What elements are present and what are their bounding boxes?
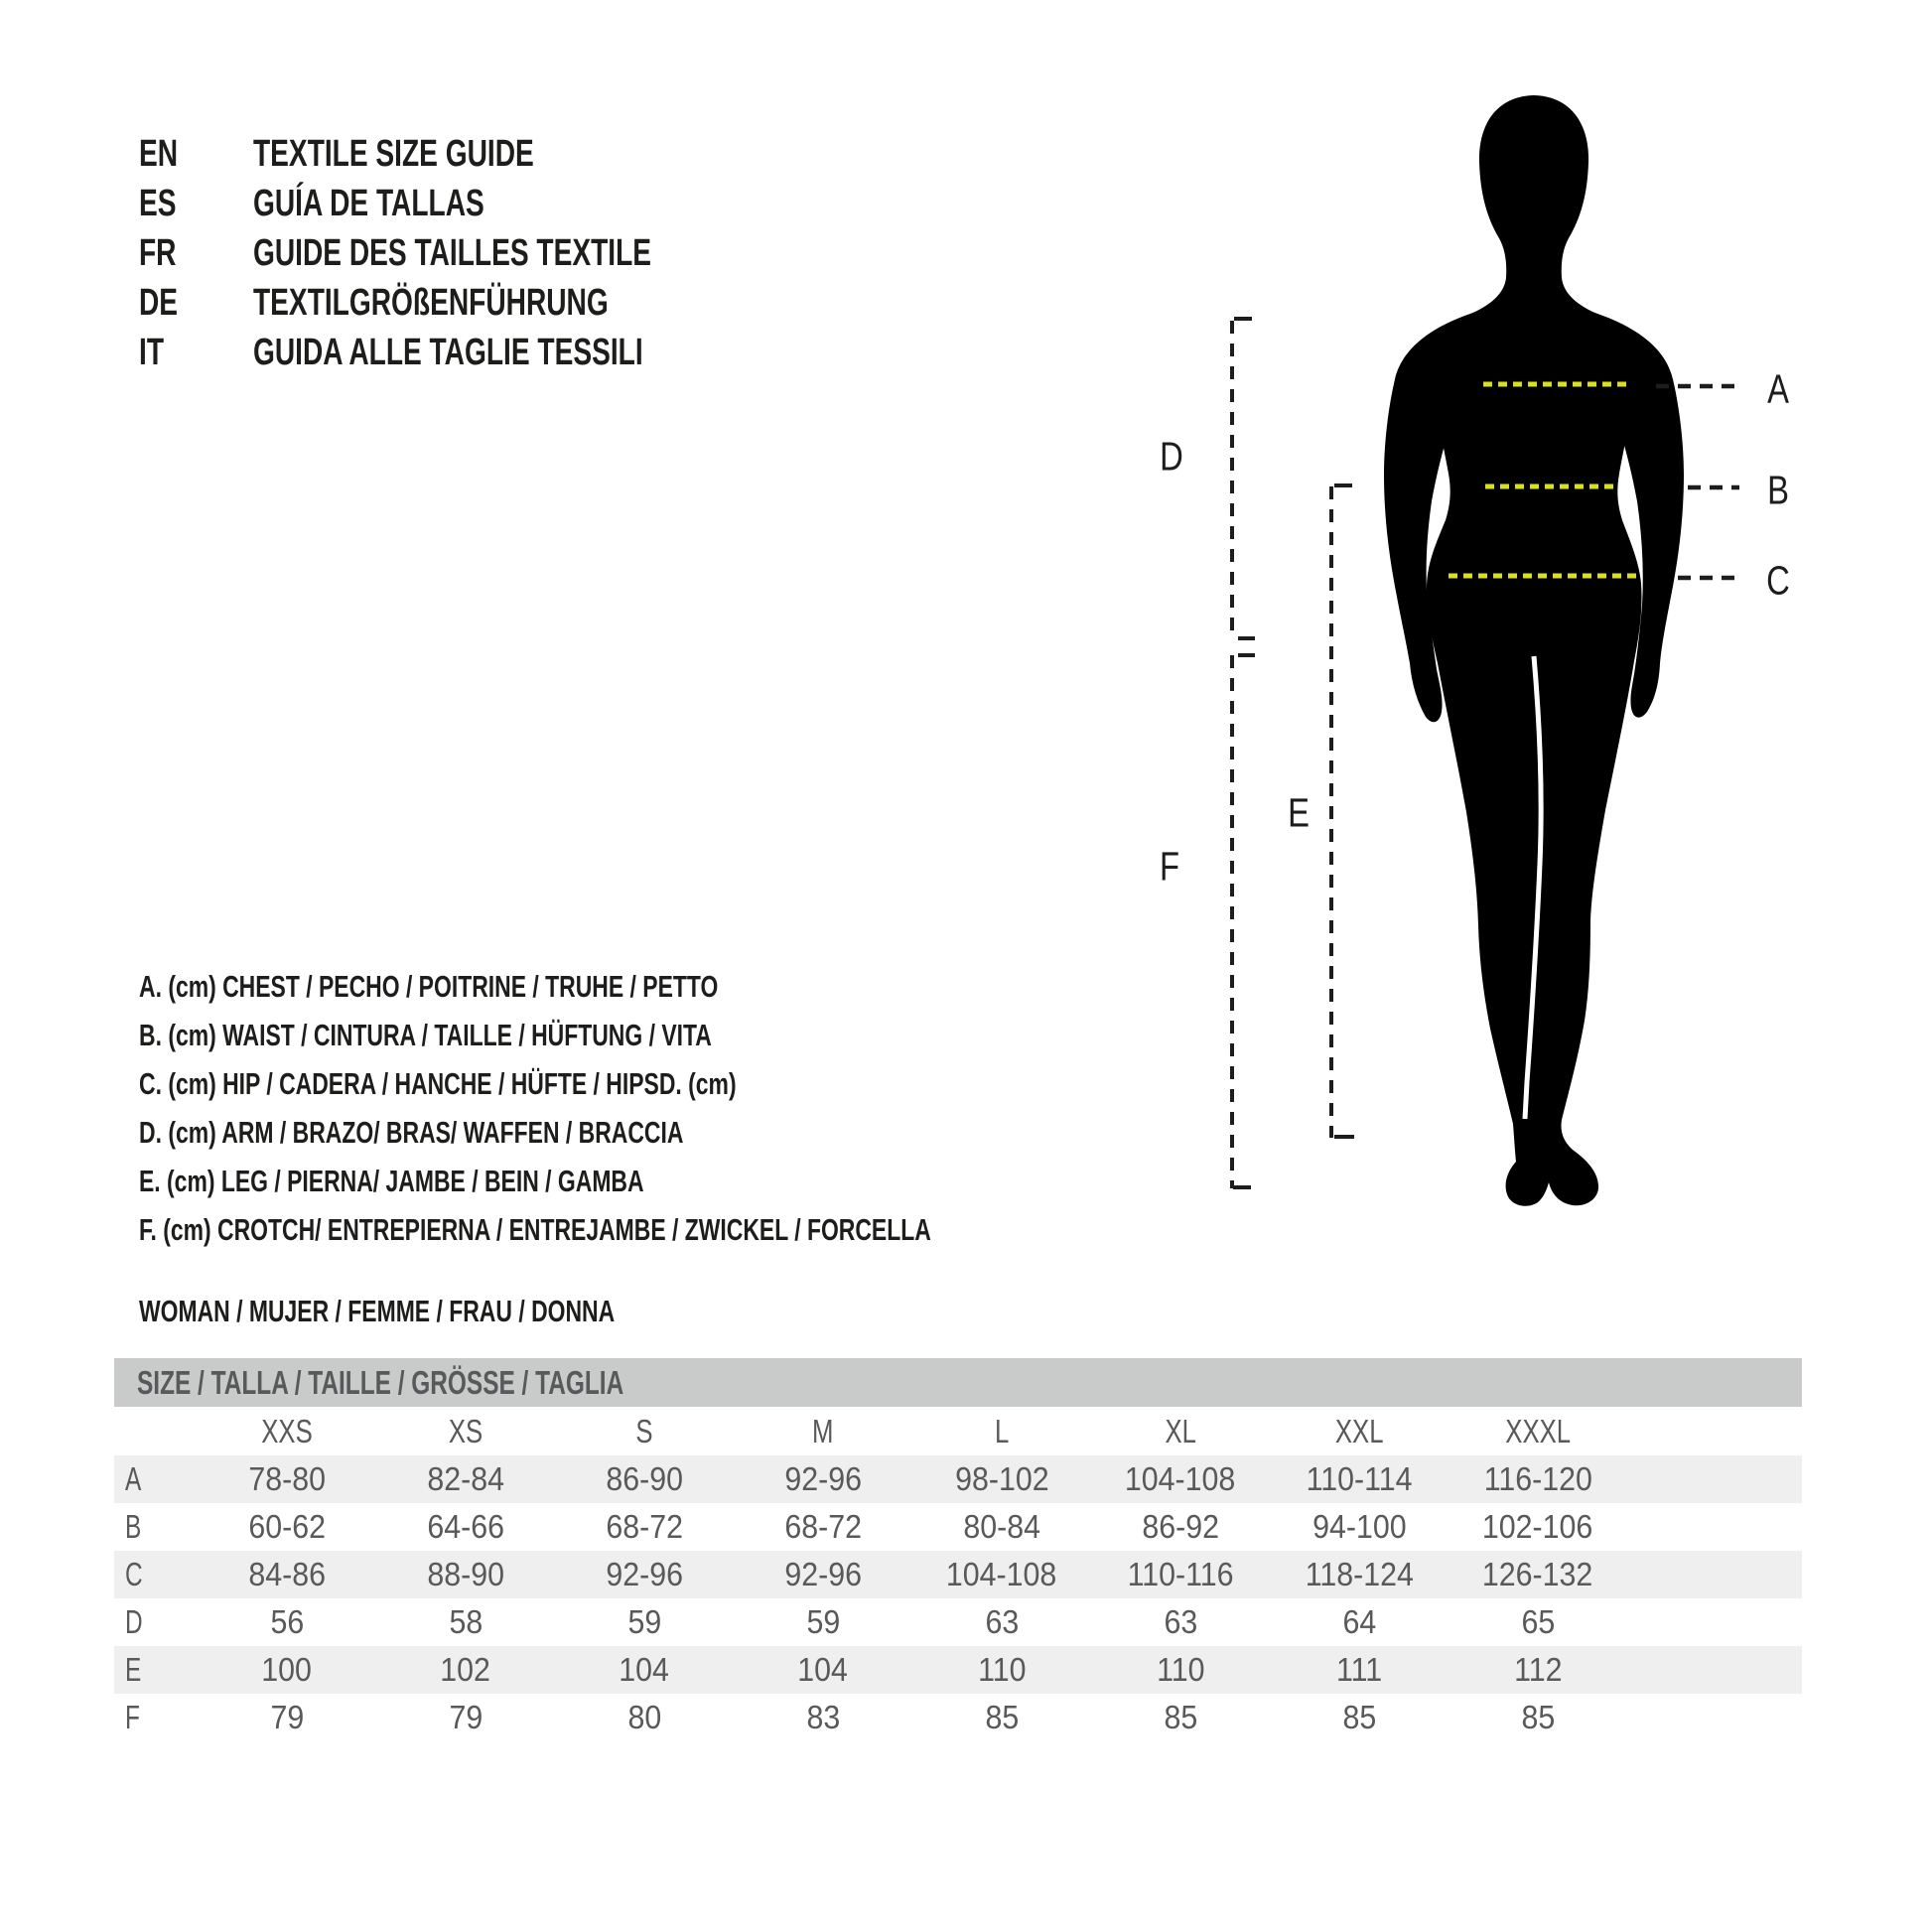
table-cell: [1091, 1699, 1270, 1736]
table-cell: [734, 1460, 912, 1498]
cell-value: 58: [449, 1603, 483, 1640]
body-measurement-diagram: [1092, 60, 1932, 1301]
cell-value: 56: [270, 1603, 304, 1640]
row-label-text: F: [125, 1699, 140, 1735]
row-label-text: E: [125, 1651, 142, 1688]
measure-item-text: E. (cm) LEG / PIERNA/ JAMBE / BEIN / GAMBA: [139, 1163, 644, 1198]
measure-item-text: B. (cm) WAIST / CINTURA / TAILLE / HÜFTUNG / VITA: [139, 1017, 712, 1052]
measure-item: [139, 1059, 1209, 1108]
cell-value: 85: [985, 1699, 1019, 1735]
language-code: [139, 133, 253, 176]
cell-value: 92-96: [606, 1556, 683, 1592]
table-cell: [912, 1508, 1091, 1546]
row-label-text: C: [125, 1556, 143, 1592]
guide-title: GUIDA ALLE TAGLIE TESSILI: [253, 331, 643, 373]
table-cell: [376, 1460, 555, 1498]
cell-value: 112: [1513, 1651, 1563, 1688]
guide-title: TEXTILE SIZE GUIDE: [253, 132, 534, 175]
cell-value: 86-92: [1142, 1508, 1219, 1545]
cell-value: 104-108: [946, 1556, 1057, 1592]
measure-item: [139, 1011, 1209, 1059]
cell-value: 83: [806, 1699, 840, 1735]
cell-value: 111: [1335, 1651, 1383, 1688]
table-cell: [198, 1651, 376, 1689]
table-cell: [912, 1460, 1091, 1498]
cell-value: 102: [440, 1651, 491, 1688]
measure-item: [139, 962, 1209, 1011]
size-table-sizes-row: [114, 1407, 1802, 1455]
row-label-text: A: [125, 1460, 142, 1497]
cell-value: 85: [1521, 1699, 1555, 1735]
cell-value: 110-114: [1306, 1460, 1413, 1497]
table-cell: [734, 1508, 912, 1546]
cell-value: 126-132: [1482, 1556, 1593, 1592]
table-cell: [1449, 1460, 1627, 1498]
cell-value: 63: [985, 1603, 1019, 1640]
cell-value: 59: [806, 1603, 840, 1640]
table-cell: [912, 1603, 1091, 1641]
table-cell: [734, 1699, 912, 1736]
size-col-header-text: XL: [1165, 1412, 1196, 1449]
table-cell: [198, 1603, 376, 1641]
hip-label: C: [1766, 556, 1790, 604]
waist-label: B: [1767, 466, 1789, 513]
table-cell: [1449, 1651, 1627, 1689]
table-cell: [1091, 1556, 1270, 1593]
table-cell: [1270, 1603, 1449, 1641]
language-row: [139, 228, 791, 278]
size-col-header-text: L: [994, 1412, 1010, 1449]
section-title: [139, 1287, 782, 1335]
table-cell: [198, 1460, 376, 1498]
language-code-text: DE: [139, 281, 179, 324]
size-col-header: [1449, 1413, 1627, 1450]
table-row: [114, 1694, 1802, 1741]
row-label: [114, 1508, 198, 1546]
cell-value: 85: [1342, 1699, 1376, 1735]
size-col-header: [734, 1413, 912, 1450]
cell-value: 82-84: [427, 1460, 504, 1497]
cell-value: 68-72: [784, 1508, 862, 1545]
table-cell: [376, 1603, 555, 1641]
woman-silhouette: [1409, 95, 1659, 1206]
measure-item: [139, 1108, 1209, 1157]
size-col-header-text: S: [635, 1412, 653, 1449]
cell-value: 84-86: [248, 1556, 326, 1592]
table-cell: [734, 1603, 912, 1641]
row-label: [114, 1556, 198, 1593]
table-cell: [198, 1556, 376, 1593]
table-cell: [1449, 1556, 1627, 1593]
size-col-header-text: XXXL: [1505, 1412, 1571, 1449]
language-code: [139, 282, 253, 325]
measure-item-text: A. (cm) CHEST / PECHO / POITRINE / TRUHE / PETTO: [139, 968, 719, 1004]
guide-title: GUÍA DE TALLAS: [253, 182, 484, 224]
table-cell: [1270, 1651, 1449, 1689]
size-col-header-text: XS: [448, 1412, 483, 1449]
table-cell: [734, 1556, 912, 1593]
cell-value: 92-96: [784, 1460, 862, 1497]
table-row: [114, 1598, 1802, 1646]
table-cell: [1270, 1460, 1449, 1498]
cell-value: 60-62: [248, 1508, 326, 1545]
table-cell: [555, 1699, 734, 1736]
cell-value: 110-116: [1127, 1556, 1234, 1592]
cell-value: 85: [1164, 1699, 1197, 1735]
size-col-header: [1270, 1413, 1449, 1450]
cell-value: 78-80: [248, 1460, 326, 1497]
cell-value: 88-90: [427, 1556, 504, 1592]
size-table-header-band: [114, 1358, 1802, 1407]
language-code: [139, 332, 253, 374]
cell-value: 100: [261, 1651, 313, 1688]
table-row: [114, 1646, 1802, 1694]
language-code: [139, 232, 253, 275]
cell-value: 64-66: [427, 1508, 504, 1545]
size-table: [114, 1358, 1802, 1741]
row-label-text: D: [125, 1603, 143, 1640]
size-col-header: [912, 1413, 1091, 1450]
table-cell: [912, 1699, 1091, 1736]
language-code-text: ES: [139, 182, 177, 224]
cell-value: 104: [619, 1651, 670, 1688]
arm-label: D: [1160, 432, 1183, 480]
row-label: [114, 1603, 198, 1641]
cell-value: 86-90: [606, 1460, 683, 1497]
table-cell: [555, 1651, 734, 1689]
table-cell: [1270, 1508, 1449, 1546]
table-cell: [376, 1651, 555, 1689]
language-code-text: FR: [139, 231, 177, 274]
table-row: [114, 1551, 1802, 1598]
table-cell: [1091, 1651, 1270, 1689]
cell-value: 65: [1521, 1603, 1555, 1640]
measure-item: [139, 1205, 1209, 1254]
cell-value: 63: [1164, 1603, 1197, 1640]
language-row: [139, 278, 791, 328]
language-code-text: EN: [139, 132, 179, 175]
language-row: [139, 179, 791, 228]
cell-value: 104-108: [1125, 1460, 1236, 1497]
table-cell: [555, 1460, 734, 1498]
cell-value: 102-106: [1482, 1508, 1593, 1545]
cell-value: 110: [977, 1651, 1027, 1688]
table-cell: [1449, 1603, 1627, 1641]
row-label: [114, 1460, 198, 1498]
table-cell: [912, 1556, 1091, 1593]
table-cell: [912, 1651, 1091, 1689]
measure-item-text: D. (cm) ARM / BRAZO/ BRAS/ WAFFEN / BRACCIA: [139, 1114, 684, 1150]
language-code-text: IT: [139, 331, 164, 373]
cell-value: 59: [627, 1603, 661, 1640]
cell-value: 110: [1156, 1651, 1205, 1688]
table-cell: [376, 1508, 555, 1546]
cell-value: 104: [797, 1651, 849, 1688]
table-cell: [376, 1699, 555, 1736]
table-cell: [555, 1508, 734, 1546]
table-cell: [1270, 1699, 1449, 1736]
size-col-header: [555, 1413, 734, 1450]
cell-value: 118-124: [1305, 1556, 1414, 1592]
size-col-header: [1091, 1413, 1270, 1450]
table-cell: [1091, 1603, 1270, 1641]
cell-value: 116-120: [1483, 1460, 1592, 1497]
cell-value: 68-72: [606, 1508, 683, 1545]
cell-value: 80: [627, 1699, 661, 1735]
table-cell: [1091, 1460, 1270, 1498]
cell-value: 79: [449, 1699, 483, 1735]
table-cell: [555, 1556, 734, 1593]
size-table-header-text: SIZE / TALLA / TAILLE / GRÖSSE / TAGLIA: [137, 1363, 624, 1401]
row-label: [114, 1651, 198, 1689]
cell-value: 98-102: [954, 1460, 1049, 1497]
cell-value: 80-84: [963, 1508, 1040, 1545]
table-cell: [734, 1651, 912, 1689]
measure-item-text: C. (cm) HIP / CADERA / HANCHE / HÜFTE / HIPSD. (cm): [139, 1065, 737, 1101]
measure-item: [139, 1157, 1209, 1205]
table-cell: [376, 1556, 555, 1593]
table-cell: [1449, 1699, 1627, 1736]
size-col-header-text: M: [812, 1412, 834, 1449]
language-code: [139, 183, 253, 225]
chest-label: A: [1767, 364, 1789, 412]
size-col-header-text: XXS: [261, 1412, 313, 1449]
table-cell: [198, 1699, 376, 1736]
crotch-label: F: [1159, 842, 1180, 890]
table-cell: [198, 1508, 376, 1546]
cell-value: 64: [1342, 1603, 1376, 1640]
cell-value: 92-96: [784, 1556, 862, 1592]
section-title-text: WOMAN / MUJER / FEMME / FRAU / DONNA: [139, 1293, 616, 1328]
table-row: [114, 1503, 1802, 1551]
guide-title: GUIDE DES TAILLES TEXTILE: [253, 231, 651, 274]
guide-title: TEXTILGRÖßENFÜHRUNG: [253, 281, 609, 324]
table-cell: [1091, 1508, 1270, 1546]
cell-value: 94-100: [1311, 1508, 1407, 1545]
language-row: [139, 328, 791, 377]
row-label-text: B: [125, 1508, 142, 1545]
row-label: [114, 1699, 198, 1736]
size-col-header-text: XXL: [1334, 1412, 1384, 1449]
language-title-block: [139, 129, 791, 377]
measure-item-text: F. (cm) CROTCH/ ENTREPIERNA / ENTREJAMBE / ZWICKEL / FORCELLA: [139, 1211, 931, 1247]
size-col-header: [376, 1413, 555, 1450]
table-cell: [555, 1603, 734, 1641]
leg-label: E: [1288, 788, 1310, 836]
table-cell: [1449, 1508, 1627, 1546]
measurement-legend: [139, 962, 1209, 1254]
table-cell: [1270, 1556, 1449, 1593]
language-row: [139, 129, 791, 179]
size-col-header: [198, 1413, 376, 1450]
cell-value: 79: [270, 1699, 304, 1735]
table-row: [114, 1455, 1802, 1503]
